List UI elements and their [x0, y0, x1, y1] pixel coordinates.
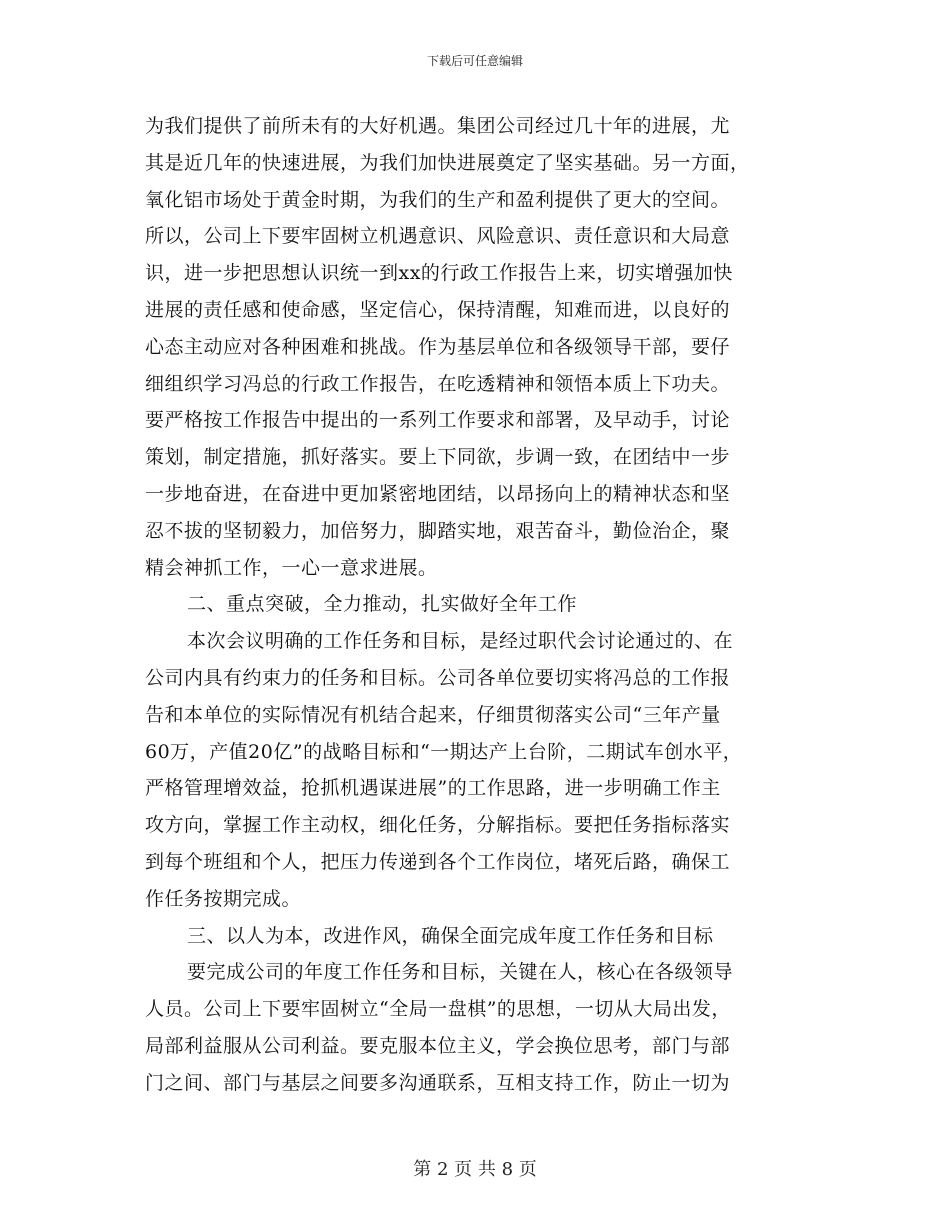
page-header: 下载后可任意编辑 — [426, 54, 523, 68]
text-line: 60万，产值20亿”的战略目标和“一期达产上台阶，二期试车创水平， — [145, 740, 743, 763]
document-body — [145, 108, 825, 1102]
text-line: 要严格按工作报告中提出的一系列工作要求和部署，及早动手，讨论 — [145, 409, 731, 432]
text-line: 攻方向，掌握工作主动权，细化任务，分解指标。要把任务指标落实 — [145, 814, 731, 837]
text-line: 其是近几年的快速进展，为我们加快进展奠定了坚实基础。另一方面， — [145, 151, 750, 174]
text-line: 门之间、部门与基层之间要多沟通联系，互相支持工作，防止一切为 — [145, 1071, 731, 1094]
page-footer: 第 2 页 共 8 页 — [413, 1159, 537, 1180]
text-line: 进展的责任感和使命感，坚定信心，保持清醒，知难而进，以良好的 — [145, 298, 731, 321]
text-line: 人员。公司上下要牢固树立“全局一盘棋”的思想，一切从大局出发， — [145, 998, 731, 1021]
text-line: 忍不拔的坚韧毅力，加倍努力，脚踏实地，艰苦奋斗，勤俭治企，聚 — [145, 519, 731, 542]
text-line: 到每个班组和个人，把压力传递到各个工作岗位，堵死后路，确保工 — [145, 850, 731, 873]
text-line: 一步地奋进，在奋进中更加紧密地团结，以昂扬向上的精神状态和坚 — [145, 482, 731, 505]
text-line: 局部利益服从公司利益。要克服本位主义，学会换位思考，部门与部 — [145, 1034, 731, 1057]
text-line: 要完成公司的年度工作任务和目标，关键在人，核心在各级领导 — [187, 961, 734, 984]
text-line: 公司内具有约束力的任务和目标。公司各单位要切实将冯总的工作报 — [145, 666, 731, 689]
text-line: 三、以人为本，改进作风，确保全面完成年度工作任务和目标 — [187, 924, 714, 947]
text-line: 细组织学习冯总的行政工作报告，在吃透精神和领悟本质上下功夫。 — [145, 372, 731, 395]
text-line: 为我们提供了前所未有的大好机遇。集团公司经过几十年的进展，尤 — [145, 115, 731, 137]
text-line: 严格管理增效益，抢抓机遇谋进展”的工作思路，进一步明确工作主 — [145, 777, 721, 800]
text-line: 识，进一步把思想认识统一到xx的行政工作报告上来，切实增强加快 — [145, 262, 733, 285]
text-line: 告和本单位的实际情况有机结合起来，仔细贯彻落实公司“三年产量 — [145, 703, 721, 726]
text-line: 心态主动应对各种困难和挑战。作为基层单位和各级领导干部，要仔 — [145, 335, 731, 358]
text-line: 策划，制定措施，抓好落实。要上下同欲，步调一致，在团结中一步 — [145, 446, 731, 469]
text-line: 精会神抓工作，一心一意求进展。 — [145, 556, 438, 579]
text-line: 二、重点突破，全力推动，扎实做好全年工作 — [187, 593, 578, 616]
text-line: 氧化铝市场处于黄金时期，为我们的生产和盈利提供了更大的空间。 — [145, 188, 731, 211]
text-line: 所以，公司上下要牢固树立机遇意识、风险意识、责任意识和大局意 — [145, 225, 731, 248]
text-line: 本次会议明确的工作任务和目标，是经过职代会讨论通过的、在 — [187, 630, 734, 653]
text-line: 作任务按期完成。 — [145, 887, 302, 910]
